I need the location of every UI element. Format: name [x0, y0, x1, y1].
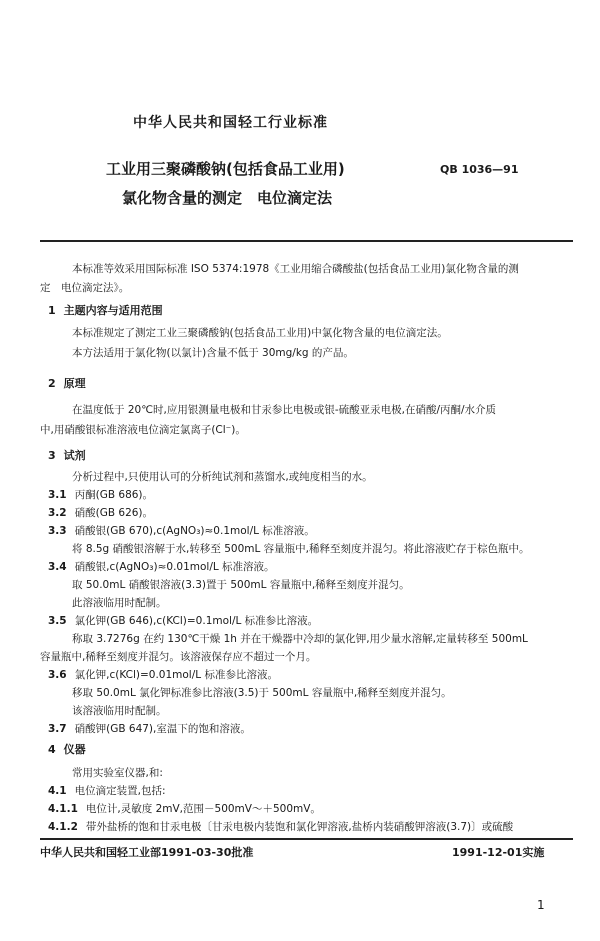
item: 4.1.1 电位计,灵敏度 2mV,范围－500mV～＋500mV。: [48, 803, 321, 815]
paragraph-line: 本标准规定了测定工业三聚磷酸钠(包括食品工业用)中氯化物含量的电位滴定法。: [72, 327, 448, 339]
paragraph-line: 该溶液临用时配制。: [72, 705, 167, 717]
paragraph-line: 称取 3.7276g 在约 130℃干燥 1h 并在干燥器中冷却的氯化钾,用少量水溶解,定量转移至 500mL: [72, 633, 528, 645]
item: 3.1 丙酮(GB 686)。: [48, 489, 154, 501]
foreword-line: 本标准等效采用国际标准 ISO 5374:1978《工业用缩合磷酸盐(包括食品工业用)氯化物含量的测: [72, 263, 519, 275]
paragraph-line: 本方法适用于氯化物(以氯计)含量不低于 30mg/kg 的产品。: [72, 347, 354, 359]
item: 3.2 硝酸(GB 626)。: [48, 507, 154, 519]
item: 3.4 硝酸银,c(AgNO₃)≈0.01mol/L 标准溶液。: [48, 561, 275, 573]
paragraph-line: 常用实验室仪器,和:: [72, 767, 163, 779]
standard-code: QB 1036—91: [440, 163, 519, 176]
paragraph-line: 分析过程中,只使用认可的分析纯试剂和蒸馏水,或纯度相当的水。: [72, 471, 373, 483]
page-number: 1: [537, 898, 545, 912]
paragraph-line: 将 8.5g 硝酸银溶解于水,转移至 500mL 容量瓶中,稀释至刻度并混匀。将此溶液贮存于棕色瓶中。: [72, 543, 530, 555]
paragraph-line: 此溶液临用时配制。: [72, 597, 167, 609]
section-heading: 3 试剂: [48, 449, 86, 462]
footer-rule: [40, 838, 573, 840]
paragraph-line: 取 50.0mL 硝酸银溶液(3.3)置于 500mL 容量瓶中,稀释至刻度并混匀。: [72, 579, 410, 591]
section-heading: 2 原理: [48, 377, 86, 390]
item: 3.6 氯化钾,c(KCl)=0.01mol/L 标准参比溶液。: [48, 669, 278, 681]
paragraph-line: 容量瓶中,稀释至刻度并混匀。该溶液保存应不超过一个月。: [40, 651, 317, 663]
item: 3.7 硝酸钾(GB 647),室温下的饱和溶液。: [48, 723, 251, 735]
approval-line: 中华人民共和国轻工业部1991-03-30批准: [40, 846, 254, 859]
item: 4.1 电位滴定装置,包括:: [48, 785, 166, 797]
paragraph-line: 移取 50.0mL 氯化钾标准参比溶液(3.5)于 500mL 容量瓶中,稀释至刻度并混匀。: [72, 687, 452, 699]
effective-date: 1991-12-01实施: [452, 846, 545, 859]
paragraph-line: 在温度低于 20℃时,应用银测量电极和甘汞参比电极或银-硫酸亚汞电极,在硝酸/丙酮/水介质: [72, 404, 497, 416]
item: 3.3 硝酸银(GB 670),c(AgNO₃)≈0.1mol/L 标准溶液。: [48, 525, 315, 537]
item: 3.5 氯化钾(GB 646),c(KCl)=0.1mol/L 标准参比溶液。: [48, 615, 319, 627]
item: 4.1.2 带外盐桥的饱和甘汞电极〔甘汞电极内装饱和氯化钾溶液,盐桥内装硝酸钾溶液(3.7)〕或硫酸: [48, 821, 514, 833]
title-line-2: 氯化物含量的测定 电位滴定法: [122, 189, 333, 207]
section-heading: 1 主题内容与适用范围: [48, 304, 163, 317]
header-rule: [40, 240, 573, 242]
foreword-line: 定 电位滴定法》。: [40, 282, 130, 294]
issuer: 中华人民共和国轻工行业标准: [133, 115, 328, 131]
section-heading: 4 仪器: [48, 743, 86, 756]
title-line-1: 工业用三聚磷酸钠(包括食品工业用): [106, 160, 345, 178]
paragraph-line: 中,用硝酸银标准溶液电位滴定氯离子(Cl⁻)。: [40, 424, 246, 436]
